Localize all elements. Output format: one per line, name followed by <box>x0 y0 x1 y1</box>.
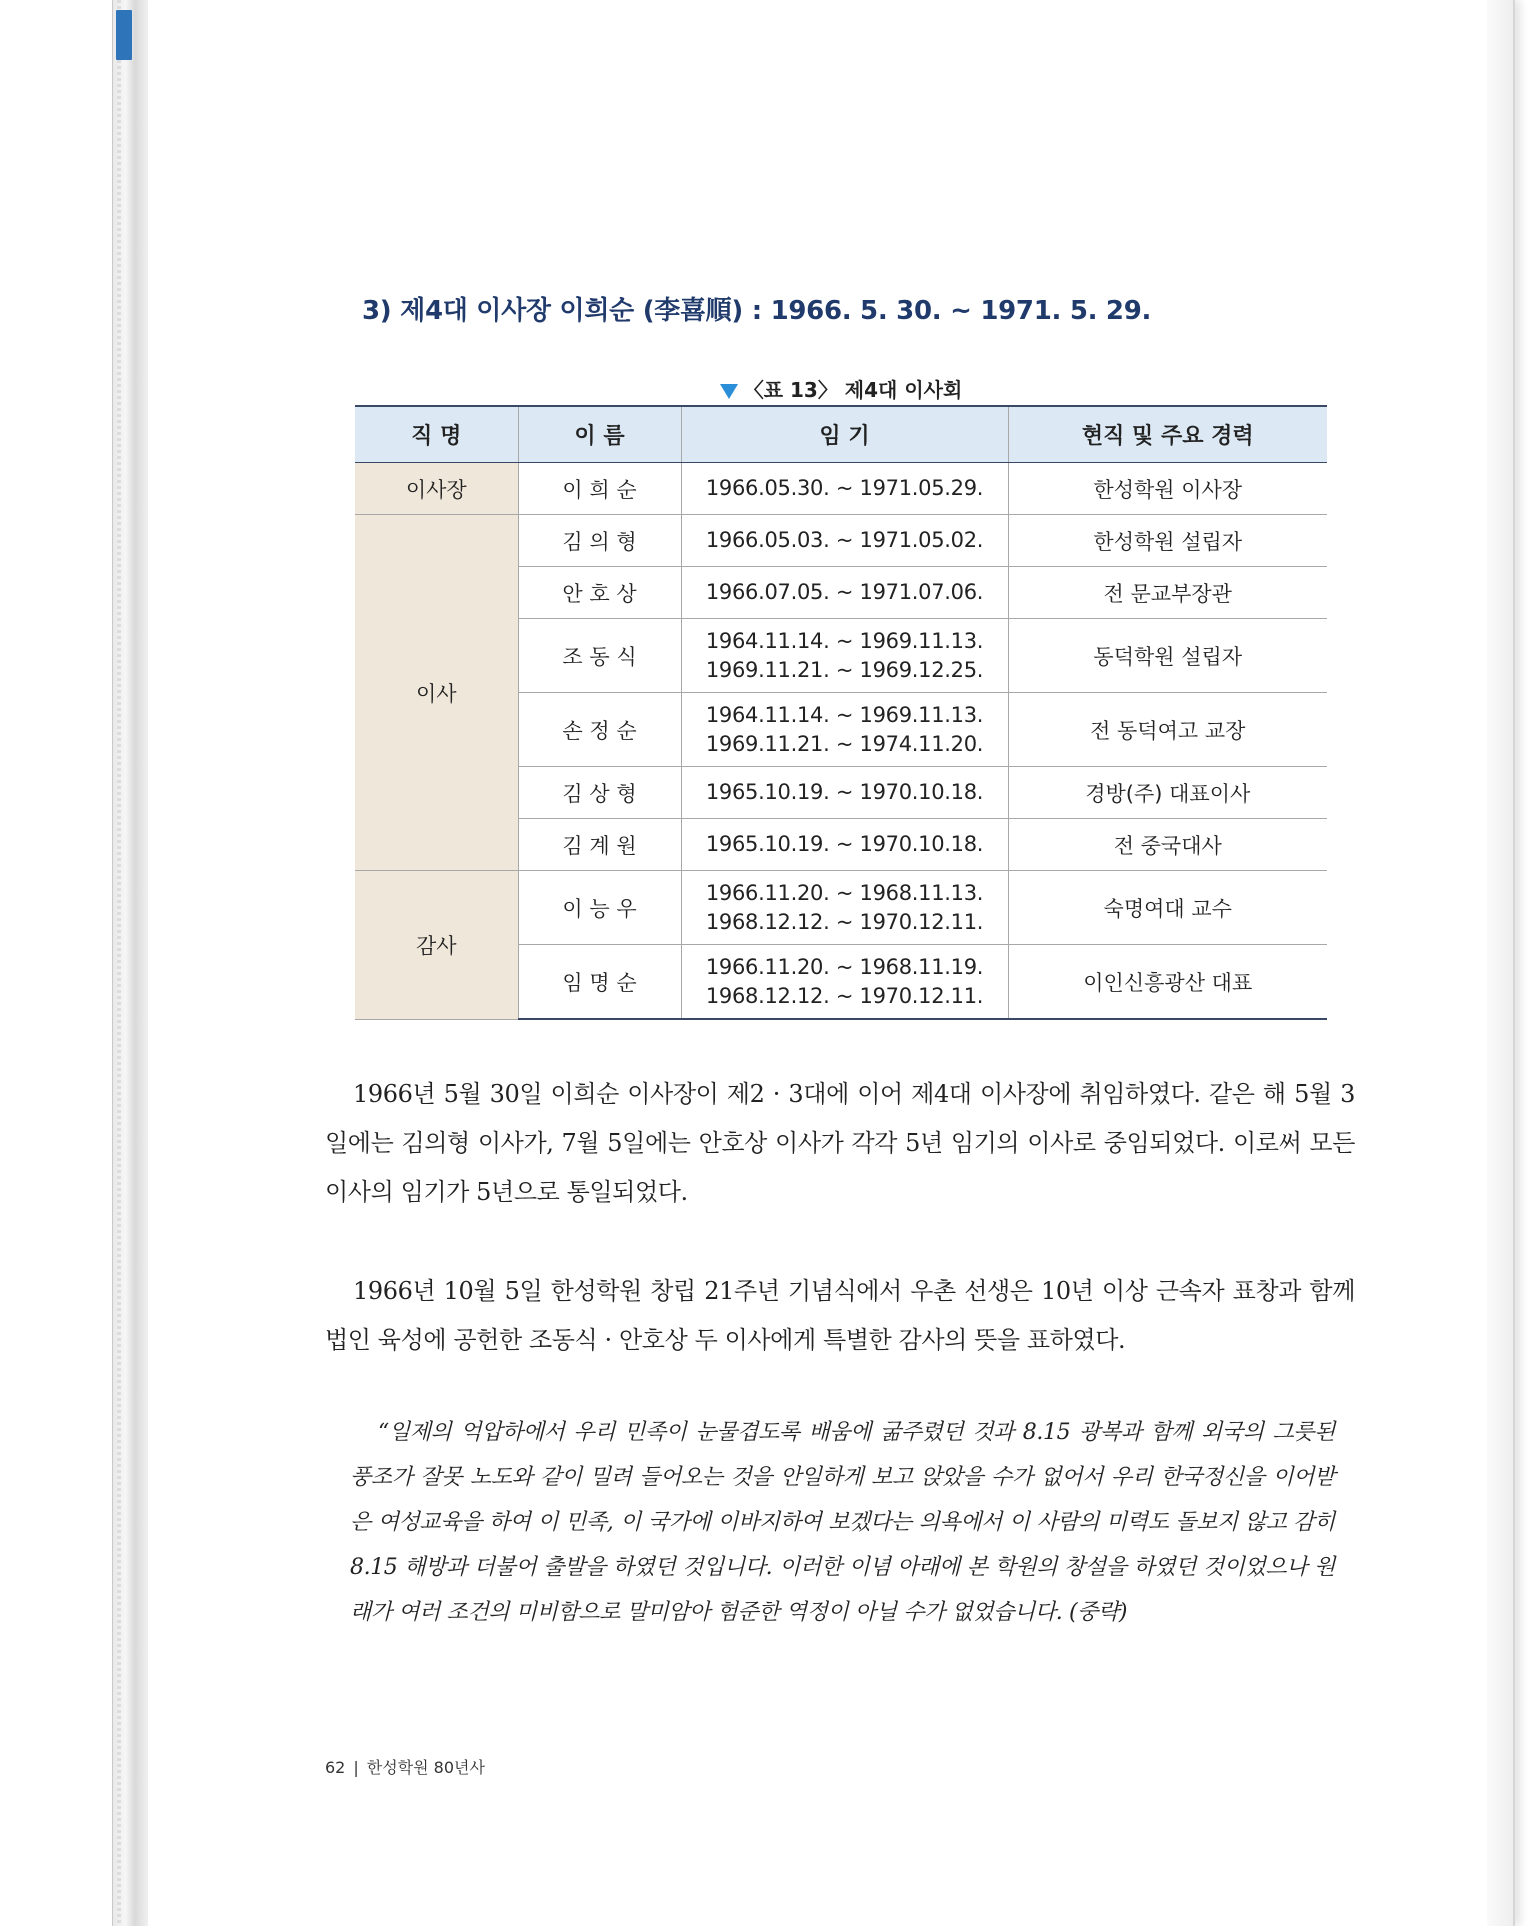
term-cell <box>681 871 1008 945</box>
position-cell-director: 이사 <box>355 515 518 871</box>
body-paragraph-2: 1966년 10월 5일 한성학원 창립 21주년 기념식에서 우촌 선생은 10년 이상 근속자 표창과 함께 법인 육성에 공헌한 조동식 · 안호상 두 이사에게 특별한 감사의 뜻을 표하였다. <box>325 1277 1355 1354</box>
body-paragraph-1: 1966년 5월 30일 이희순 이사장이 제2 · 3대에 이어 제4대 이사장에 취임하였다. 같은 해 5월 3일에는 김의형 이사가, 7월 5일에는 안호상 이사가 각각 5년 임기의 이사로 중임되었다. 이로써 모든 이사의 임기가 5년으로 통일되었다. <box>325 1080 1355 1206</box>
table-caption-text: 〈표 13〉 제4대 이사회 <box>743 378 963 402</box>
career-cell: 한성학원 설립자 <box>1008 515 1327 567</box>
term-line: 1966.05.30. ~ 1971.05.29. <box>705 476 984 500</box>
header-position: 직 명 <box>355 406 518 463</box>
term-line: 1966.11.20. ~ 1968.11.13. <box>705 880 984 905</box>
career-cell: 한성학원 이사장 <box>1008 463 1327 515</box>
term-line: 1966.11.20. ~ 1968.11.19. <box>705 954 984 979</box>
book-edge <box>112 0 150 1926</box>
term-cell <box>681 619 1008 693</box>
page-number: 62 <box>325 1758 346 1777</box>
term-cell <box>681 463 1008 515</box>
name-cell: 김 상 형 <box>518 767 681 819</box>
term-cell <box>681 515 1008 567</box>
name-cell: 임 명 순 <box>518 945 681 1020</box>
table-header-row <box>355 406 1327 463</box>
header-name: 이 름 <box>518 406 681 463</box>
term-line: 1968.12.12. ~ 1970.12.11. <box>705 909 984 934</box>
section-heading: 3) 제4대 이사장 이희순 (李喜順) : 1966. 5. 30. ~ 1971. 5. 29. <box>362 296 1152 326</box>
name-cell: 이 희 순 <box>518 463 681 515</box>
term-line: 1969.11.21. ~ 1974.11.20. <box>705 731 984 756</box>
term-line: 1965.10.19. ~ 1970.10.18. <box>705 780 984 804</box>
career-cell: 전 중국대사 <box>1008 819 1327 871</box>
career-cell: 전 문교부장관 <box>1008 567 1327 619</box>
career-cell: 숙명여대 교수 <box>1008 871 1327 945</box>
term-cell <box>681 767 1008 819</box>
name-cell: 안 호 상 <box>518 567 681 619</box>
term-line: 1969.11.21. ~ 1969.12.25. <box>705 657 984 682</box>
name-cell: 조 동 식 <box>518 619 681 693</box>
table-row <box>355 871 1327 945</box>
name-cell: 김 계 원 <box>518 819 681 871</box>
position-cell-auditor: 감사 <box>355 871 518 1020</box>
triangle-down-icon <box>720 384 738 399</box>
header-career: 현직 및 주요 경력 <box>1008 406 1327 463</box>
page-tab-marker <box>116 10 132 60</box>
table-row <box>355 515 1327 567</box>
term-line: 1966.07.05. ~ 1971.07.06. <box>705 580 984 604</box>
board-table <box>355 405 1327 1020</box>
name-cell: 김 의 형 <box>518 515 681 567</box>
page-footer <box>325 1755 485 1778</box>
term-cell <box>681 945 1008 1020</box>
career-cell: 경방(주) 대표이사 <box>1008 767 1327 819</box>
career-cell: 전 동덕여고 교장 <box>1008 693 1327 767</box>
term-line: 1965.10.19. ~ 1970.10.18. <box>705 832 984 856</box>
page-edge-shade <box>1487 0 1513 1926</box>
name-cell: 이 능 우 <box>518 871 681 945</box>
position-cell-chairman: 이사장 <box>355 463 518 515</box>
table-row <box>355 463 1327 515</box>
header-term: 임 기 <box>681 406 1008 463</box>
term-line: 1966.05.03. ~ 1971.05.02. <box>705 528 984 552</box>
term-line: 1964.11.14. ~ 1969.11.13. <box>705 702 984 727</box>
book-title: 한성학원 80년사 <box>366 1758 485 1777</box>
term-line: 1964.11.14. ~ 1969.11.13. <box>705 628 984 653</box>
block-quote: “일제의 억압하에서 우리 민족이 눈물겹도록 배움에 굶주렸던 것과 8.15 광복과 함께 외국의 그릇된 풍조가 잘못 노도와 같이 밀려 들어오는 것을 안일하게 보고 앉았을 수가 없어서 우리 한국정신을 이어받은 여성교육을 하여 이 민족, 이 국가에 이바지하여 보겠다는 의욕에서 이 사람의 미력도 돌보지 않고 감히 8.15 해방과 더불어 출발을 하였던 것입니다. 이러한 이념 아래에 본 학원의 창설을 하였던 것이었으나 원래가 여러 조건의 미비함으로 말미암아 험준한 역정이 아닐 수가 없었습니다. (중략) <box>350 1420 1335 1625</box>
career-cell: 이인신흥광산 대표 <box>1008 945 1327 1020</box>
term-line: 1968.12.12. ~ 1970.12.11. <box>705 983 984 1008</box>
name-cell: 손 정 순 <box>518 693 681 767</box>
term-cell <box>681 567 1008 619</box>
table-caption <box>355 374 1327 403</box>
career-cell: 동덕학원 설립자 <box>1008 619 1327 693</box>
term-cell <box>681 819 1008 871</box>
footer-separator: | <box>353 1758 359 1777</box>
term-cell <box>681 693 1008 767</box>
